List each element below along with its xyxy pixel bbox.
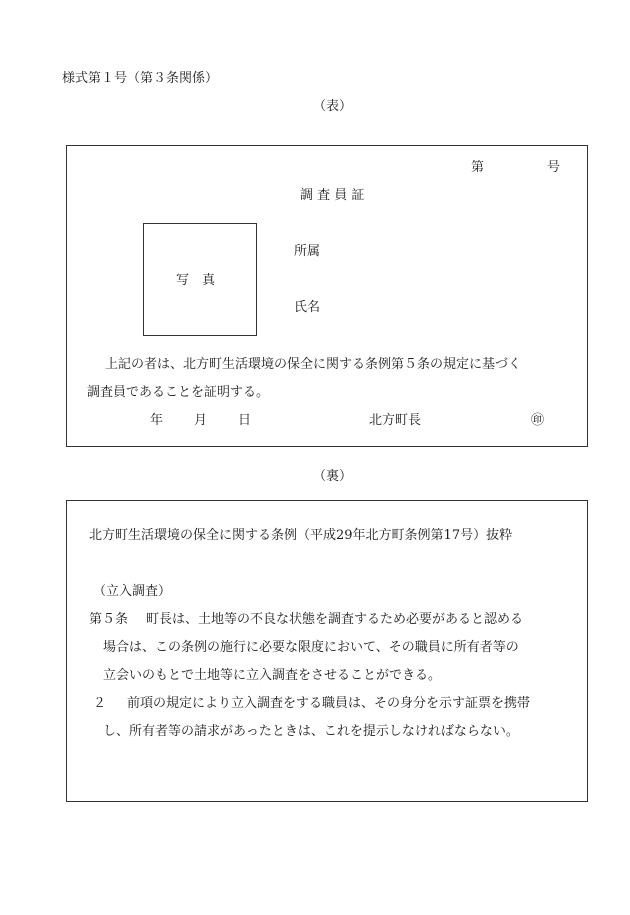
back-heading: （裏）	[313, 469, 353, 484]
number-dai: 第	[471, 160, 485, 175]
card-title: 調 査 員 証	[300, 188, 365, 203]
para2-number: ２	[93, 696, 107, 711]
certify-line-2: 調査員であることを証明する。	[87, 385, 270, 400]
number-go: 号	[547, 160, 561, 175]
id-card-back	[66, 500, 588, 802]
para2-line-2: し、所有者等の請求があったときは、これを提示しなければならない。	[103, 724, 519, 739]
front-heading: （表）	[313, 99, 353, 114]
date-day: 日	[238, 413, 252, 428]
photo-label: 写 真	[176, 273, 216, 288]
affiliation-label: 所属	[294, 244, 321, 259]
article-line-3: 立会いのもとで土地等に立入調査をさせることができる。	[103, 668, 442, 683]
article-line-2: 場合は、この条例の施行に必要な限度において、その職員に所有者等の	[103, 640, 519, 655]
issuer: 北方町長	[369, 413, 422, 428]
form-label: 様式第１号（第３条関係）	[62, 71, 219, 86]
name-label: 氏名	[294, 300, 321, 315]
seal-mark: ㊞	[531, 413, 545, 428]
para2-line-1: 前項の規定により立入調査をする職員は、その身分を示す証票を携帯	[127, 696, 531, 711]
id-card-front	[66, 145, 588, 447]
certify-line-1: 上記の者は、北方町生活環境の保全に関する条例第５条の規定に基づく	[105, 357, 522, 372]
date-month: 月	[194, 413, 208, 428]
article-line-1: 町長は、土地等の不良な状態を調査するため必要があると認める	[146, 612, 524, 627]
ordinance-title: 北方町生活環境の保全に関する条例（平成29年北方町条例第17号）抜粋	[89, 528, 513, 543]
article-number: 第５条	[89, 612, 129, 627]
article-caption: （立入調査）	[93, 584, 172, 599]
date-year: 年	[150, 413, 164, 428]
photo-box	[143, 223, 257, 336]
